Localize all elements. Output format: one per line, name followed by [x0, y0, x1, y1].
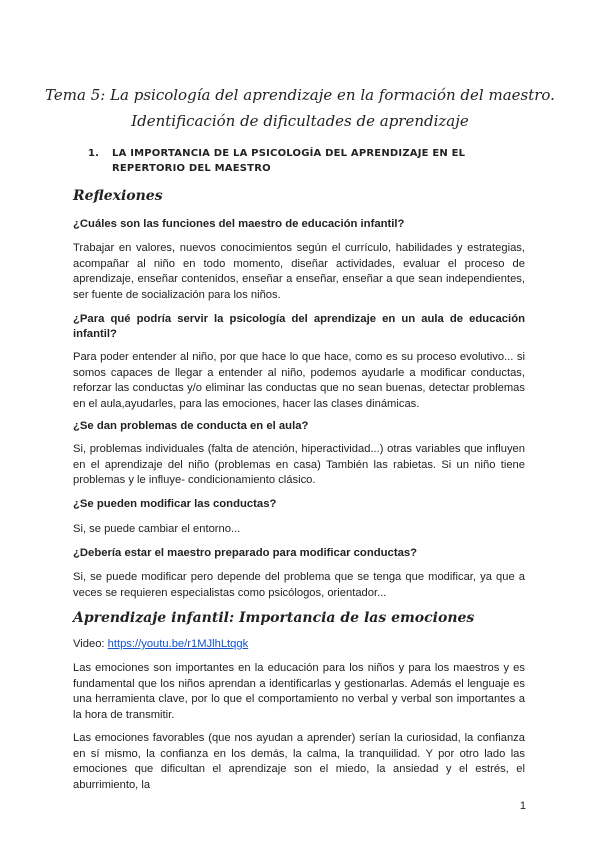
title-line-1: Tema 5: La psicología del aprendizaje en la formación del maestro. — [45, 86, 555, 104]
section-title: LA IMPORTANCIA DE LA PSICOLOGÍA DEL APRENDIZAJE EN EL REPERTORIO DEL MAESTRO — [112, 148, 466, 174]
answer-3: Si, problemas individuales (falta de atención, hiperactividad...) otras variables que influyen en el aprendizaje del niño (problemas en casa) También las rabietas. Si un niño tiene problemas y le influye- condicionamiento clásico. — [73, 443, 525, 486]
video-label: Video: — [73, 638, 108, 650]
video-link[interactable]: https://youtu.be/r1MJlhLtqgk — [107, 638, 249, 650]
aprendizaje-heading: Aprendizaje infantil: Importancia de las emociones — [73, 610, 475, 626]
answer-5: Si, se puede modificar pero depende del problema que se tenga que modificar, ya que a veces se requieren especialistas como psicólogos, orientador... — [73, 571, 525, 599]
question-3: ¿Se dan problemas de conducta en el aula? — [73, 420, 309, 432]
answer-1: Trabajar en valores, nuevos conocimientos según el currículo, habilidades y estrategias, acompañar al niño en todo momento, diseñar actividades, evaluar el proceso de aprendizaje, enseñar contenidos, enseñar a enseñar, enseñar a que sean independientes, ser fuente de socialización para los niños. — [73, 242, 525, 301]
title-line-2: Identificación de dificultades de aprendizaje — [131, 112, 469, 130]
question-5: ¿Debería estar el maestro preparado para modificar conductas? — [73, 547, 418, 559]
section-number: 1. — [88, 148, 100, 159]
paragraph-emociones-2: Las emociones favorables (que nos ayudan a aprender) serían la curiosidad, la confianza en sí mismo, la confianza en los demás, la calma, la tranquilidad. Y por otro lado las emociones que dificultan el aprendizaje son el miedo, la ansiedad y el estrés, el aburrimiento, la — [73, 732, 525, 791]
question-2: ¿Para qué podría servir la psicología del aprendizaje en un aula de educación infantil? — [73, 313, 525, 340]
question-4: ¿Se pueden modificar las conductas? — [73, 498, 277, 510]
answer-4: Si, se puede cambiar el entorno... — [73, 523, 241, 535]
reflexiones-heading: Reflexiones — [73, 188, 163, 204]
question-1: ¿Cuáles son las funciones del maestro de educación infantil? — [73, 218, 405, 230]
section-heading — [88, 146, 532, 176]
answer-2: Para poder entender al niño, por que hace lo que hace, como es su proceso evolutivo... si somos capaces de llegar a entender al niño, podemos ayudarle a modificar conductas, reforzar las conductas y/o eliminar las conductas que no sean buenas, detectar problemas en el aula,ayudarles, para las emociones, hacer las clases dinámicas. — [73, 351, 525, 410]
page-number: 1 — [519, 800, 526, 812]
paragraph-emociones-1: Las emociones son importantes en la educación para los niños y para los maestros y es fundamental que los niños aprendan a identificarlas y gestionarlas. Además el lenguaje es una herramienta clave, por lo que el comportamiento no verbal y verbal son importantes a la hora de transmitir. — [73, 662, 525, 721]
video-line — [73, 637, 525, 653]
